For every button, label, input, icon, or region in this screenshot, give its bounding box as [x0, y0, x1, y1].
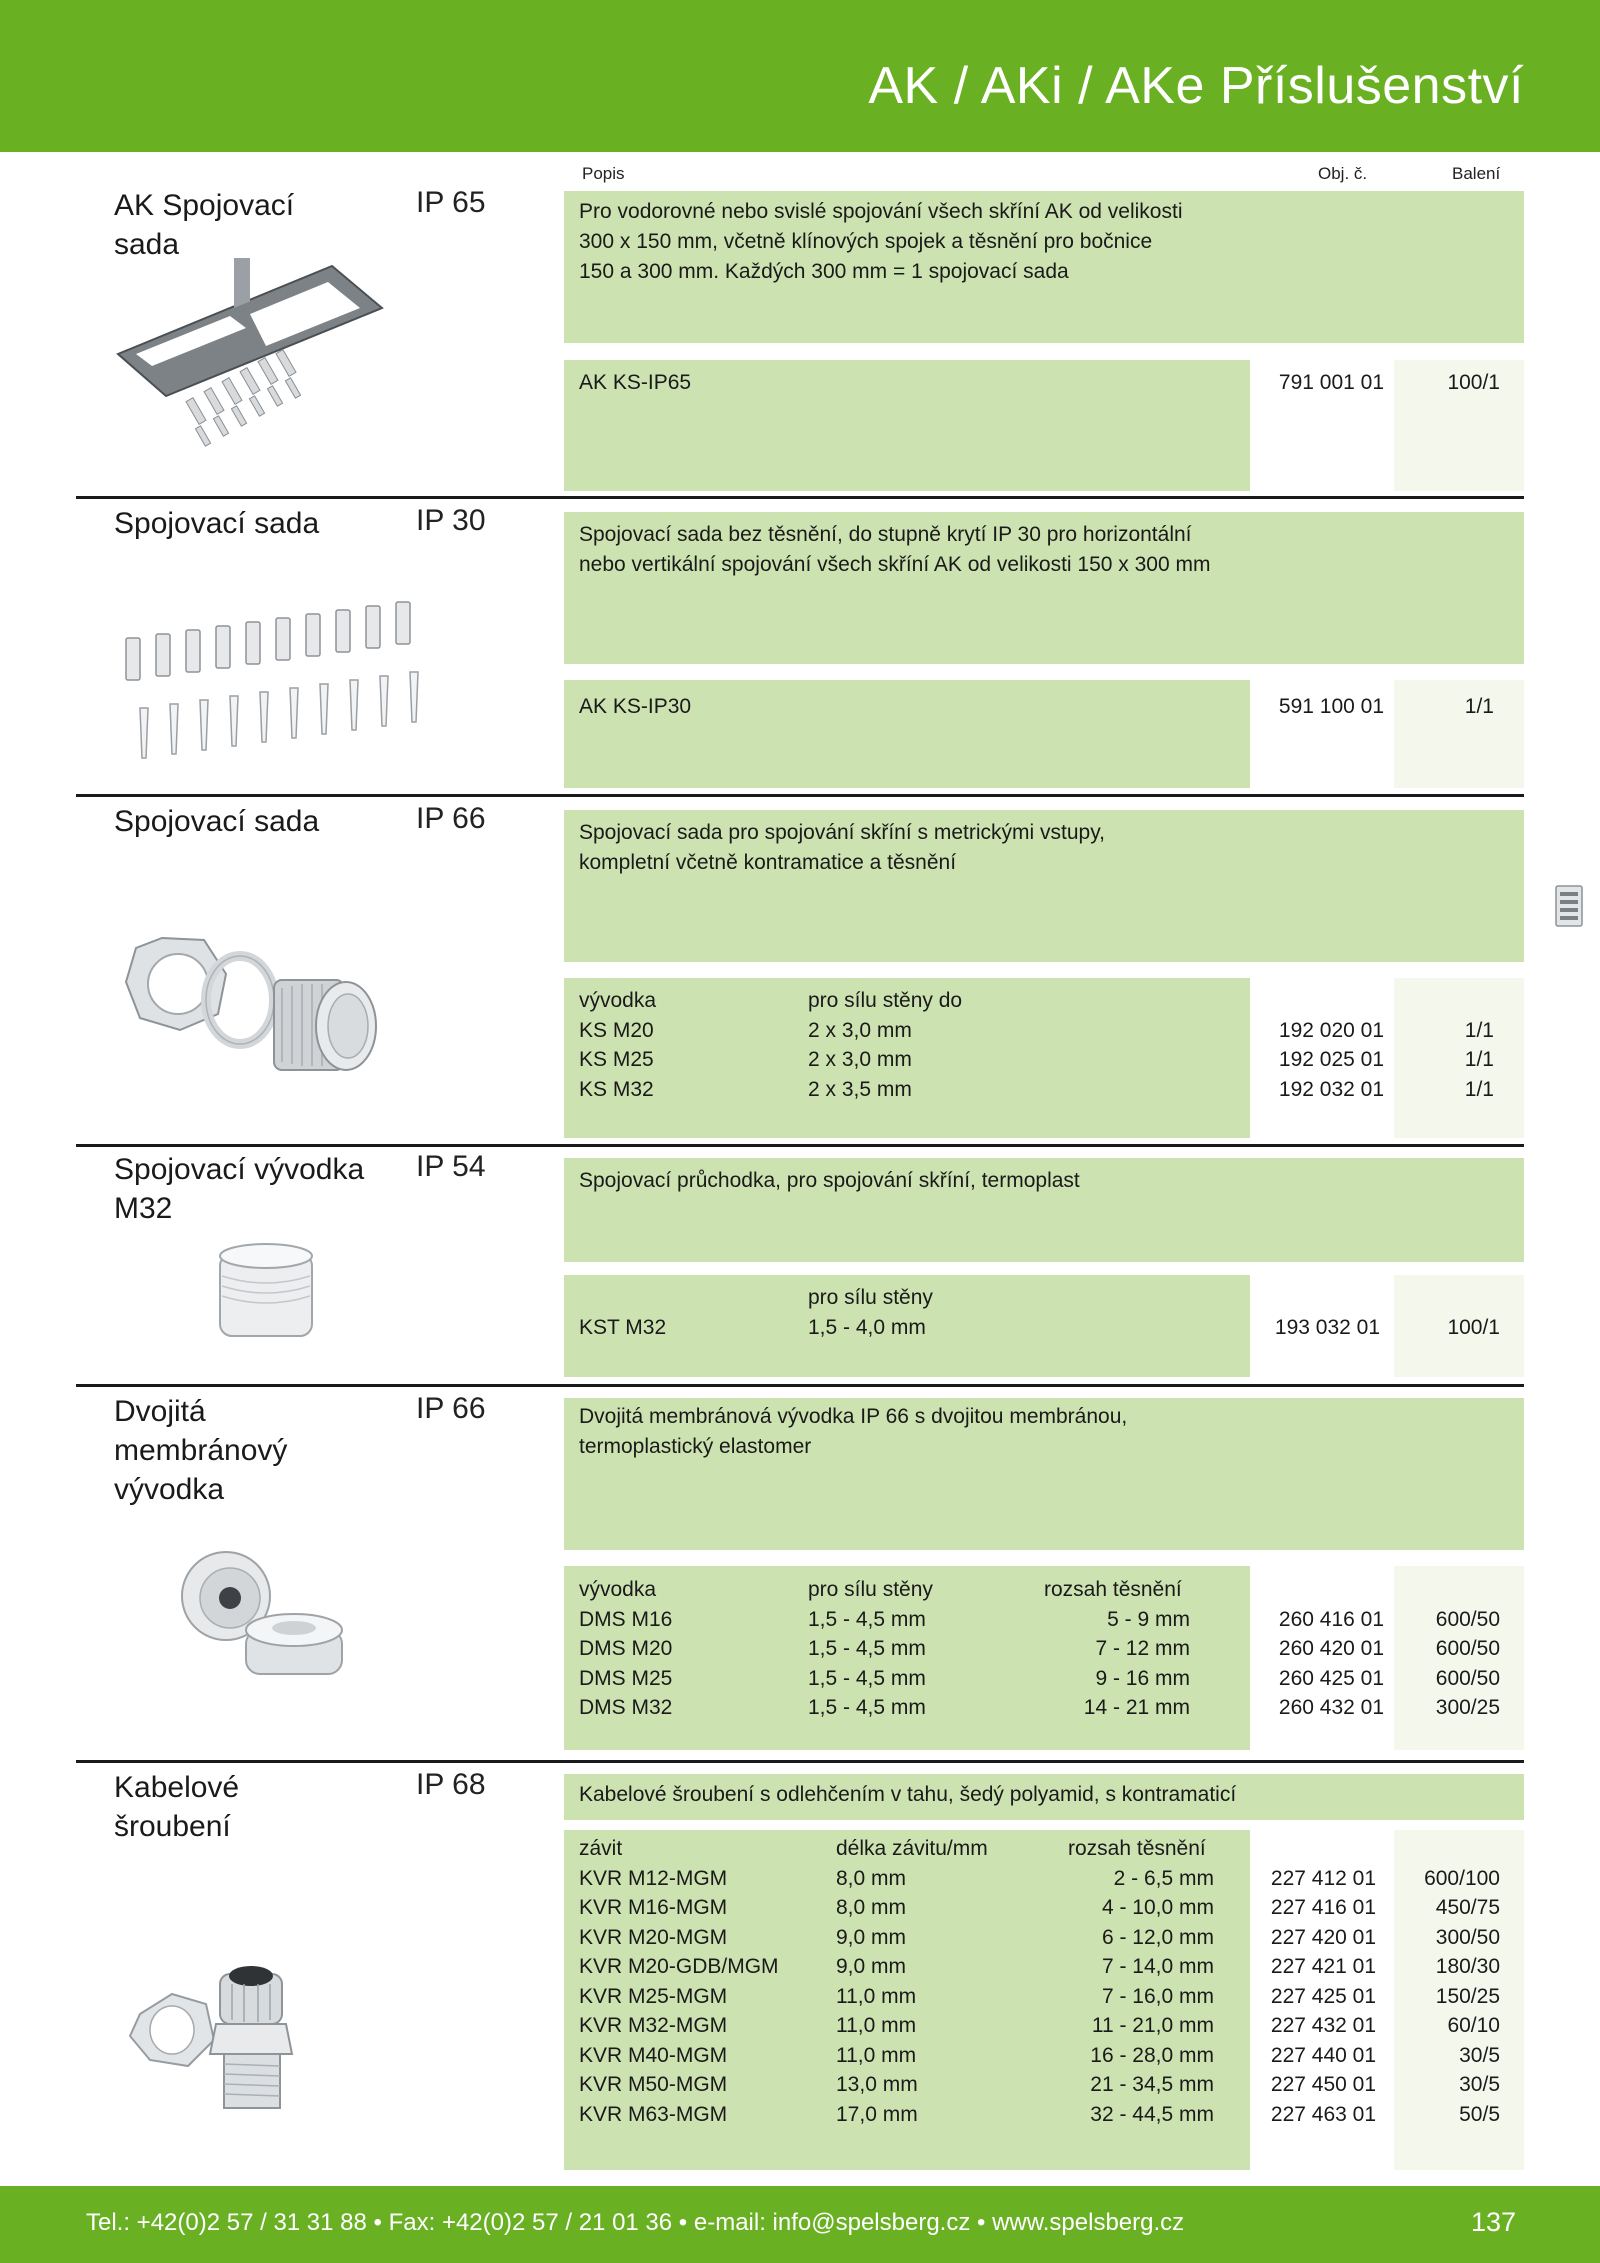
order-number: 227 440 01 — [1270, 2043, 1376, 2067]
cable-gland-image — [124, 1954, 314, 2118]
sealing-range: 14 - 21 mm — [1083, 1696, 1190, 1719]
sealing-range: 7 - 16,0 mm — [1101, 1984, 1214, 2008]
section-title: AK Spojovací sada — [114, 189, 295, 261]
wall-thickness: 1,5 - 4,5 mm — [808, 1696, 926, 1719]
sealing-range: 7 - 12 mm — [1095, 1637, 1190, 1660]
section-title: Spojovací vývodka M32 — [114, 1153, 365, 1225]
order-number: 227 463 01 — [1270, 2102, 1376, 2126]
column-baleni: Balení — [1452, 164, 1501, 183]
column-obj: Obj. č. — [1318, 164, 1368, 183]
section-divider — [76, 794, 1524, 797]
pack-size: 450/75 — [1435, 1896, 1500, 1919]
wall-thickness: 2 x 3,5 mm — [808, 1077, 912, 1101]
page-title: AK / AKi / AKe Příslušenství — [868, 57, 1524, 115]
sealing-range: 6 - 12,0 mm — [1101, 1925, 1214, 1949]
pack-size: 100/1 — [1447, 1316, 1500, 1339]
pack-size: 600/50 — [1435, 1637, 1500, 1660]
pack-size: 30/5 — [1459, 2043, 1500, 2067]
column-popis: Popis — [582, 164, 625, 183]
wall-thickness: 1,5 - 4,0 mm — [808, 1316, 926, 1339]
section-title: Kabelové šroubení — [114, 1771, 240, 1843]
ip-rating: IP 54 — [416, 1150, 486, 1183]
sealing-range: 32 - 44,5 mm — [1090, 2102, 1214, 2126]
thread-length: 9,0 mm — [836, 1955, 907, 1978]
order-number: 192 020 01 — [1278, 1018, 1384, 1042]
pack-size: 600/100 — [1424, 1866, 1500, 1890]
description-text: Spojovací sada bez těsnění, do stupně krytí IP 30 pro horizontální nebo vertikální spojování všech skříní AK od velikosti 150 x 300 mm — [579, 523, 1211, 576]
order-number: 260 416 01 — [1278, 1607, 1384, 1631]
table-header: délka závitu/mm — [836, 1837, 988, 1860]
order-number: 260 420 01 — [1278, 1637, 1384, 1660]
order-number: 227 420 01 — [1270, 1925, 1376, 1949]
description-text: Spojovací průchodka, pro spojování skříní, termoplast — [579, 1169, 1080, 1192]
description-text: Pro vodorovné nebo svislé spojování všech skříní AK od velikosti 300 x 150 mm, včetně klínových spojek a těsnění pro bočnice 150 a 300 mm. Každých 300 mm = 1 spojovací sada — [579, 200, 1183, 283]
product-code: DMS M20 — [579, 1637, 673, 1660]
table-header: pro sílu stěny — [808, 1286, 933, 1309]
thread-length: 9,0 mm — [836, 1925, 907, 1949]
sealing-range: 2 - 6,5 mm — [1113, 1866, 1214, 1890]
order-number: 227 416 01 — [1270, 1896, 1376, 1919]
product-code: DMS M25 — [579, 1666, 673, 1690]
product-code: KVR M40-MGM — [579, 2043, 728, 2067]
pack-size: 300/25 — [1435, 1696, 1500, 1719]
order-number: 192 032 01 — [1278, 1077, 1384, 1101]
section-title: Spojovací sada — [114, 805, 320, 838]
thread-length: 17,0 mm — [836, 2102, 918, 2126]
table-header: rozsah těsnění — [1044, 1578, 1182, 1601]
table-header: vývodka — [579, 1578, 657, 1601]
pack-size: 100/1 — [1447, 371, 1500, 394]
order-number: 192 025 01 — [1278, 1048, 1384, 1071]
order-number: 227 432 01 — [1270, 2014, 1376, 2037]
thread-length: 11,0 mm — [836, 2014, 917, 2037]
product-code: AK KS-IP65 — [579, 371, 692, 394]
product-code: KVR M25-MGM — [579, 1984, 728, 2008]
wall-thickness: 2 x 3,0 mm — [808, 1048, 912, 1071]
order-number: 227 450 01 — [1270, 2073, 1376, 2096]
table-header: závit — [579, 1837, 623, 1860]
product-code: KVR M16-MGM — [579, 1896, 728, 1919]
sealing-range: 11 - 21,0 mm — [1091, 2014, 1214, 2037]
table-header: rozsah těsnění — [1068, 1837, 1206, 1860]
order-number: 260 425 01 — [1278, 1666, 1384, 1690]
product-code: DMS M16 — [579, 1607, 673, 1631]
sealing-range: 7 - 14,0 mm — [1101, 1955, 1214, 1978]
pack-size: 1/1 — [1464, 1018, 1494, 1042]
wall-thickness: 1,5 - 4,5 mm — [808, 1637, 926, 1660]
order-number: 791 001 01 — [1278, 371, 1384, 394]
through-gland-image — [214, 1240, 318, 1342]
product-code: DMS M32 — [579, 1696, 673, 1719]
table-header: pro sílu stěny do — [808, 989, 963, 1012]
thread-length: 11,0 mm — [836, 1984, 917, 2008]
sealing-range: 4 - 10,0 mm — [1101, 1896, 1214, 1919]
section-divider — [76, 1760, 1524, 1763]
sealing-range: 16 - 28,0 mm — [1090, 2043, 1214, 2067]
product-code: KVR M63-MGM — [579, 2102, 728, 2126]
section-divider — [76, 1384, 1524, 1387]
order-number: 591 100 01 — [1278, 695, 1384, 718]
product-code: KST M32 — [579, 1316, 667, 1339]
enclosure-thumbnail-icon — [1554, 884, 1584, 928]
ip-rating: IP 66 — [416, 802, 486, 835]
order-number: 260 432 01 — [1278, 1696, 1384, 1719]
pack-size: 30/5 — [1459, 2073, 1500, 2096]
wall-thickness: 2 x 3,0 mm — [808, 1018, 912, 1042]
ip-rating: IP 65 — [416, 186, 486, 219]
order-number: 227 421 01 — [1270, 1955, 1376, 1978]
thread-length: 8,0 mm — [836, 1866, 907, 1890]
connector-frame-image — [110, 258, 390, 458]
ip-rating: IP 66 — [416, 1392, 486, 1425]
order-number: 227 425 01 — [1270, 1984, 1376, 2008]
section-title: Spojovací sada — [114, 507, 320, 540]
wall-thickness: 1,5 - 4,5 mm — [808, 1666, 926, 1690]
product-code: KVR M20-GDB/MGM — [579, 1955, 779, 1978]
pack-size: 60/10 — [1447, 2014, 1500, 2037]
pack-size: 1/1 — [1464, 1048, 1494, 1071]
ip-rating: IP 30 — [416, 504, 486, 537]
thread-length: 8,0 mm — [836, 1896, 907, 1919]
section-divider — [76, 496, 1524, 499]
product-code: KS M32 — [579, 1077, 654, 1101]
product-code: KVR M20-MGM — [579, 1925, 728, 1949]
section-title: Dvojitá membránový vývodka — [114, 1395, 288, 1506]
locknut-gland-image — [122, 930, 392, 1100]
product-code: KVR M32-MGM — [579, 2014, 728, 2037]
description-text: Spojovací sada pro spojování skříní s metrickými vstupy, kompletní včetně kontramatice a těsnění — [579, 821, 1105, 874]
pack-size: 1/1 — [1464, 695, 1494, 718]
product-code: KS M20 — [579, 1018, 654, 1042]
thread-length: 13,0 mm — [836, 2073, 918, 2096]
pack-size: 150/25 — [1435, 1984, 1500, 2008]
table-header: vývodka — [579, 989, 657, 1012]
order-number: 227 412 01 — [1270, 1866, 1376, 1890]
pack-size: 300/50 — [1435, 1925, 1500, 1949]
description-text: Dvojitá membránová vývodka IP 66 s dvojitou membránou, termoplastický elastomer — [579, 1405, 1128, 1458]
footer-contact: Tel.: +42(0)2 57 / 31 31 88 • Fax: +42(0)2 57 / 21 01 36 • e-mail: info@spelsberg.cz • www.spelsberg.cz — [86, 2209, 1185, 2236]
connector-clips-image — [118, 598, 442, 768]
pack-size: 180/30 — [1435, 1955, 1500, 1978]
description-text: Kabelové šroubení s odlehčením v tahu, šedý polyamid, s kontramaticí — [579, 1783, 1237, 1806]
page-number: 137 — [1470, 2207, 1516, 2237]
pack-size: 600/50 — [1435, 1666, 1500, 1690]
thread-length: 11,0 mm — [836, 2043, 917, 2067]
sealing-range: 21 - 34,5 mm — [1090, 2073, 1214, 2096]
product-code: KS M25 — [579, 1048, 654, 1071]
pack-size: 50/5 — [1459, 2102, 1500, 2126]
table-header: pro sílu stěny — [808, 1578, 933, 1601]
section-divider — [76, 1144, 1524, 1147]
product-code: KVR M12-MGM — [579, 1866, 728, 1890]
membrane-gland-image — [170, 1548, 350, 1690]
product-code: AK KS-IP30 — [579, 695, 692, 718]
ip-rating: IP 68 — [416, 1768, 486, 1801]
pack-size: 600/50 — [1435, 1607, 1500, 1631]
sealing-range: 9 - 16 mm — [1095, 1666, 1190, 1690]
sealing-range: 5 - 9 mm — [1107, 1607, 1190, 1631]
order-number: 193 032 01 — [1274, 1316, 1380, 1339]
wall-thickness: 1,5 - 4,5 mm — [808, 1607, 926, 1631]
pack-size: 1/1 — [1464, 1077, 1494, 1101]
product-code: KVR M50-MGM — [579, 2073, 728, 2096]
